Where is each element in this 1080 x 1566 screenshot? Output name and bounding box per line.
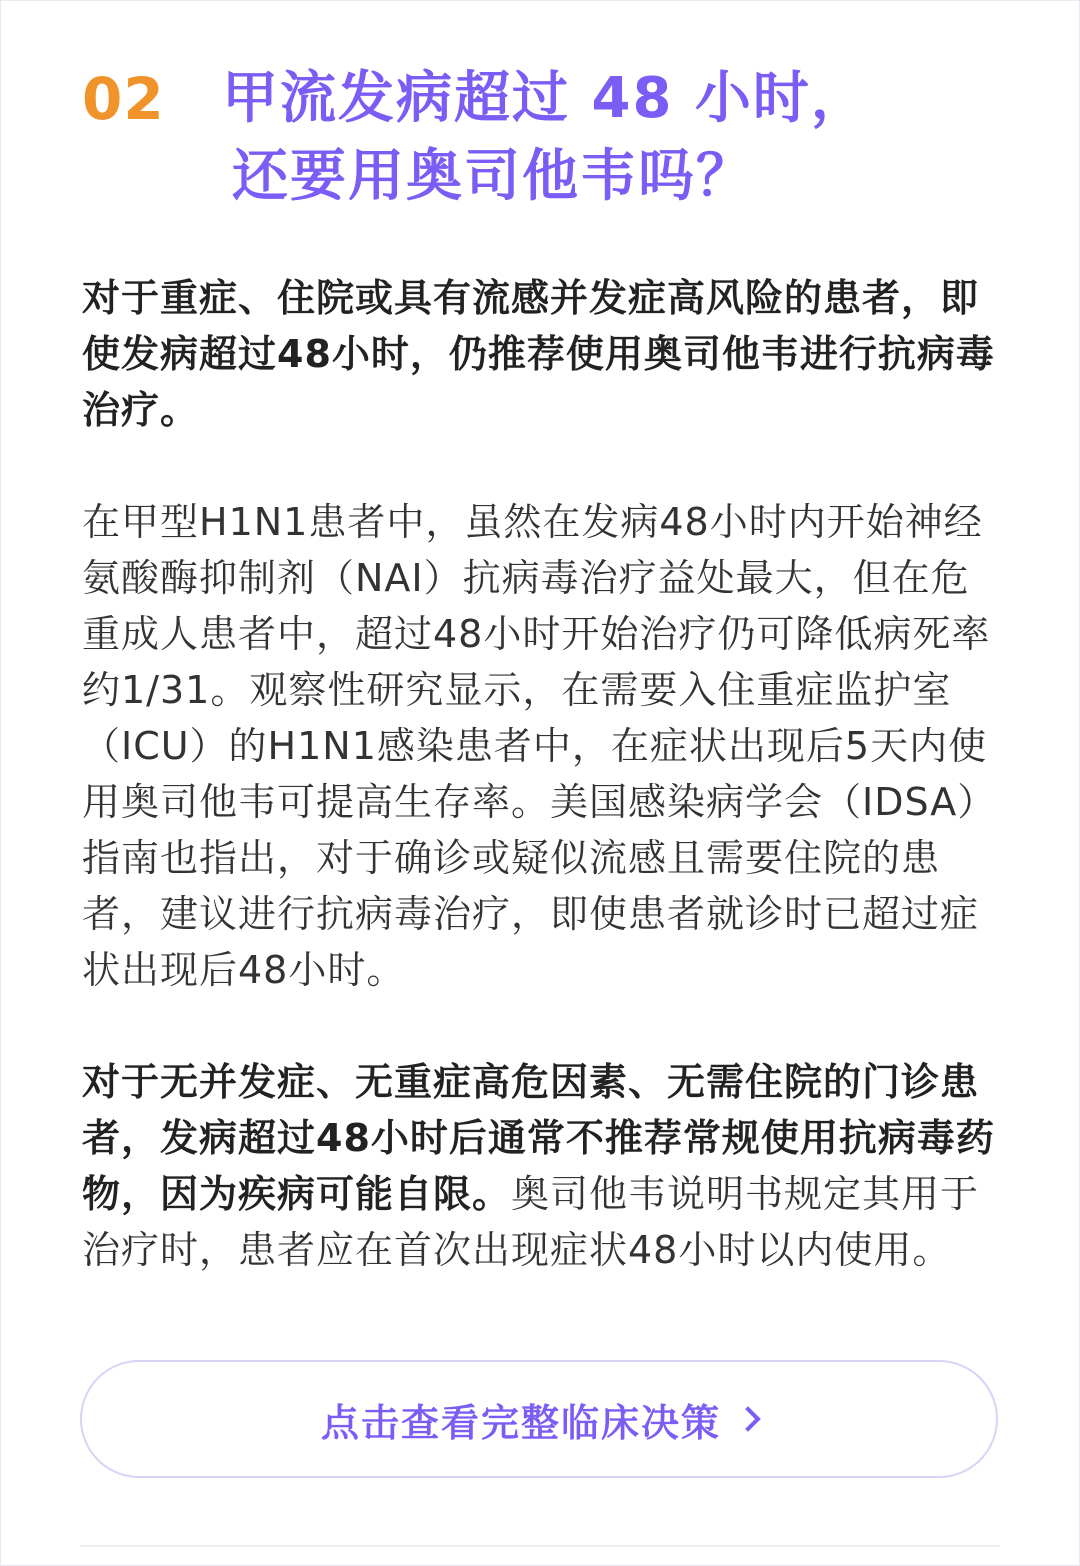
paragraph-evidence: 在甲型H1N1患者中，虽然在发病48小时内开始神经氨酸酶抑制剂（NAI）抗病毒治疗益处最大，但在危重成人患者中，超过48小时开始治疗仍可降低病死率约1/31。观察性研究显示，在需要入住重症监护室（ICU）的H1N1感染患者中，在症状出现后5天内使用奥司他韦可提高生存率。美国感染病学会（IDSA）指南也指出，对于确诊或疑似流感且需要住院的患者，建议进行抗病毒治疗，即使患者就诊时已超过症状出现后48小时。 [82,500,997,992]
paragraph-summary: 对于重症、住院或具有流感并发症高风险的患者，即使发病超过48小时，仍推荐使用奥司他韦进行抗病毒治疗。 [82,276,995,432]
section-title-line1: 甲流发病超过 48 小时， [222,66,869,131]
section-heading [82,60,1000,216]
section-title-line2: 还要用奥司他韦吗？ [232,144,754,209]
section-title [222,60,869,216]
divider [80,1545,1000,1547]
section-number: 02 [82,65,165,133]
paragraph-outpatient-bold: 对于无并发症、无重症高危因素、无需住院的门诊患者，发病超过48小时后通常不推荐常规使用抗病毒药物，因为疾病可能自限。 [82,1060,995,1216]
chevron-right-icon [735,1406,760,1431]
paragraph-outpatient [82,1054,1000,1278]
paragraph-outpatient-normal: 奥司他韦说明书规定其用于治疗时，患者应在首次出现症状48小时以内使用。 [82,1172,980,1272]
cta-label: 点击查看完整临床决策 [320,1400,721,1445]
view-clinical-decision-button[interactable] [80,1360,998,1478]
article-section [82,60,1000,1334]
